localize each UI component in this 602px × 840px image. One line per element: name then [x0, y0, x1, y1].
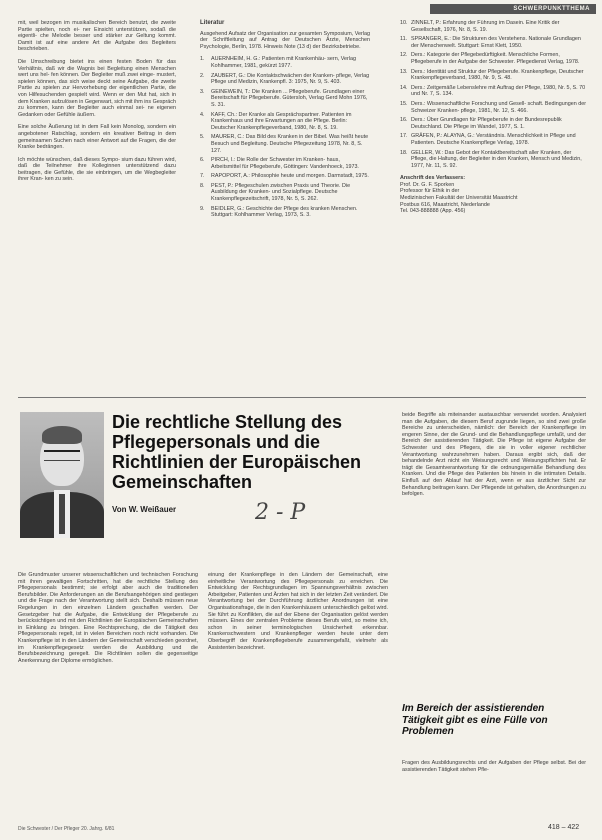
handwritten-signature: 2 - P: [255, 500, 306, 525]
paragraph: Die Grundmuster unserer wissenschaftlichen und technischen Forschung mit ihren gewaltigen Fortschritten, hat die rechtliche Stellung des Pflegepersonals bestimmt; sie erfolgt aber auch die traditionellen Berufsbilder. Die Anforderungen an die Berufsangehörigen sind gestiegen und die Frage nach der Verantwortung stellt sich. Deshalb müssen neue Regelungen in den einzelnen Ländern geschaffen werden. Der Gesetzgeber hat die Aufgabe, die Entwicklung der Pflegeberufe zu berücksichtigen und mit den Richtlinien der Europäischen Gemeinschaften in Einklang zu bringen. Eine Rechtsprechung, die die Tätigkeit des Pflegepersonals regelt, ist in vielen Bereichen noch nicht vorhanden. Die Krankenpflege ist in den Ländern der Gemeinschaft verschieden geordnet, im Krankenpflegegesetz werden die Ausbildung und die Berufsbezeichnung geregelt. Die Richtlinien sollen die gegenseitige Anerkennung der Diplome ermöglichen.: [18, 572, 198, 664]
literature-list: [200, 56, 370, 218]
reference-number: 13.: [400, 68, 408, 75]
reference-number: 8.: [200, 182, 205, 189]
references-list: [400, 20, 586, 169]
reference-text: AUERNHEIM, H. G.: Patienten mit Krankenhäu- sern, Verlag Kohlhammer, 1981, gekürzt 1977.: [211, 56, 357, 69]
article-column-3-tail: [402, 760, 586, 779]
reference-text: MAURER, C.: Das Bild des Kranken in der Bibel. Was heißt heute Besuch und Begleitung. Deutsche Pflegezeitung 1978, Nr. 8, S. 127.: [211, 134, 369, 154]
reference-text: ZINNELT, P.: Erfahrung der Führung im Dasein. Eine Kritik der Gesellschaft, 1976, Nr. 8, S. 19.: [411, 20, 560, 33]
author-line: Postbus 616, Maastricht, Niederlande: [400, 201, 490, 208]
top-left-column: [18, 20, 176, 189]
reference-item: [400, 69, 586, 82]
reference-text: SPRANGER, E.: Die Strukturen des Verstehens. Nationale Grundlagen der Menschenwelt. Stuttgart: Ernst Klett, 1950.: [411, 36, 581, 49]
reference-number: 17.: [400, 133, 408, 140]
reference-item: [400, 117, 586, 130]
reference-number: 2.: [200, 72, 205, 79]
author-line: Professor für Ethik in der: [400, 188, 460, 195]
reference-number: 6.: [200, 157, 205, 164]
section-header-tag: SCHWERPUNKTTHEMA: [430, 4, 596, 14]
paragraph: einung der Krankenpflege in den Ländern der Gemeinschaft, eine einheitliche Verantwortung des Pflegepersonals zu erreichen. Die Entwicklung der Rechtsgrundlagen im Spannungsverhältnis zwischen Arbeitgeber, Patienten und Ärzten hat sich in der letzten Zeit verändert. Die Verantwortung bei der Durchführung ärztlicher Anordnungen ist eine Organisationsfrage, die in den Krankenhäusern unterschiedlich gelöst wird. Sie führt zu Konflikten, die auf der Ebene der Organisation gelöst werden müssen. Eines der zentralen Probleme dieses Berufs wird, so meine ich, schon in seiner terminologischen Unsicherheit erkennbar. Krankenschwestern und Krankenpfleger werden heute unter dem Oberbegriff der Krankenpflegeberufe zusammengefaßt, vielmehr als Assistenten bezeichnet.: [208, 572, 388, 651]
reference-text: GRÄFEN, P.: ALAYNA, G.: Verständnis. Menschlichkeit in Pflege und Patienten. Deutsche Krankenpflege Verlag, 1978.: [411, 133, 576, 146]
reference-number: 14.: [400, 84, 408, 91]
reference-number: 7.: [200, 173, 205, 180]
reference-number: 16.: [400, 117, 408, 124]
reference-number: 10.: [400, 20, 408, 26]
reference-item: [400, 150, 586, 170]
reference-number: 1.: [200, 56, 205, 63]
reference-text: Ders.: Zeitgemäße Lebenslehre mit Auftrag der Pflege, 1980, Nr. 5, S. 70 und Nr. 7, S. 134.: [411, 84, 586, 98]
author-address-label: Anschrift des Verfassers:: [400, 175, 466, 182]
reference-item: [200, 89, 370, 109]
reference-number: 5.: [200, 134, 205, 141]
reference-text: KAFF, Ch.: Der Kranke als Gesprächspartner. Patienten im Krankenhaus und ihre Erwartungen an die Pflege. Berlin: Deutscher Krankenpflegeverband, 1980, Nr. 8, S. 19.: [211, 111, 352, 131]
reference-text: GEINEWEIN, T.: Die Kranken ... Pflegeberufe. Grundlagen einer Bereitschaft für Pflegeberufe. Gütersloh, Verlag Gerd Mohn 1976, S. 31.: [211, 88, 368, 108]
reference-text: RAPOPORT, A.: Philosophie heute und morgen. Darmstadt, 1975.: [211, 173, 369, 180]
paragraph: Eine solche Äußerung ist in dem Fall kein Monolog, sondern ein angebotener Ratschlag, sondern ein kreativer Beitrag in dem gemeinsamen Suchen nach einer Antwort auf die Fragen, die der Kranke bedrängen.: [18, 124, 176, 151]
reference-number: 3.: [200, 88, 205, 95]
article-title: Die rechtliche Stellung des Pflegepersonals und die Richtlinien der Europäischen Gemeinschaften: [112, 412, 362, 492]
reference-item: [200, 206, 370, 219]
author-line: Tel. 043-888888 (App. 456): [400, 208, 466, 215]
literature-column: [200, 20, 370, 222]
paragraph: Fragen des Ausbildungsrechts und der Aufgaben der Pflege selbst. Bei der assistierenden Tätigkeit stehen Pfle-: [402, 760, 586, 773]
reference-number: 18.: [400, 149, 408, 156]
paragraph: mit, weil bezogen im musikalischen Bereich benutzt, die zweite Partie spielten, noch ei- ner Einsicht unterstützen, sodaß die eigentli- che Melodie besser und stärker zur Geltung kommt. Damit ist auf eine andere Art die Aufgabe des Begleiters beschrieben.: [18, 20, 176, 53]
references-column: [400, 20, 586, 215]
reference-item: [200, 183, 370, 203]
reference-text: GELLER, W.: Das Gebot der Kontaktbereitschaft aller Kranken, der Pflege, die Haltung, der Begleiter in den Kranken, Mensch und Medizin, 1977, Nr. 11, S. 92.: [411, 149, 582, 169]
reference-text: BEIDLER, G.: Geschichte der Pflege des kranken Menschen. Stuttgart: Kohlhammer Verlag, 1973, S. 3.: [211, 205, 358, 219]
author-line: Prof. Dr. G. F. Sporken: [400, 181, 455, 188]
reference-item: [400, 52, 586, 65]
reference-item: [400, 36, 586, 49]
reference-item: [400, 20, 586, 33]
author-photo: [20, 412, 104, 538]
author-address: [400, 175, 586, 215]
footer-journal: Die Schwester / Der Pfleger 20. Jahrg. 6/81: [18, 826, 115, 832]
reference-item: [200, 56, 370, 69]
reference-item: [200, 112, 370, 132]
article-byline: Von W. Weißauer: [112, 505, 177, 514]
reference-item: [200, 173, 370, 180]
reference-text: PIRCH, I.: Die Rolle der Schwester im Kranken- haus, Arbeitsmittel für Pflegeberufe, Göttingen: Vandenhoeck, 1973.: [211, 157, 359, 170]
reference-text: Ders.: Über Grundlagen für Pflegeberufe in der Bundesrepublik Deutschland. Die Pflege im Wandel, 1977, S. 1.: [411, 117, 562, 130]
paragraph: beide Begriffe als miteinander austauschbar verwendet worden. Analysiert man die Aufgaben, die diesem Beruf zugrunde liegen, so sind zwei große Bereiche zu unterscheiden, nämlich: der Bereich der Krankenpflege im engeren Sinne, der die Grund- und die Behandlungspflege umfaßt, und der Bereich der assistierenden Tätigkeit. Die Pflege ist eigene Aufgabe der Schwester und des Pflegers, die sie in voller eigener rechtlicher Verantwortung wahrzunehmen haben. Daraus ergibt sich, daß der behandelnde Arzt nicht ein Weisungsrecht und Weisungspflichten hat. Er trägt die Gesamtverantwortung für die ordnungsgemäße Behandlung des Kranken. Und die Pflege des Patienten bis hinein in die intimsten Details. Einfluß auf den Ablauf hat der Arzt, wenn er aus ärztlicher Sicht zur Behandlung beitragen kann. Der Pflegende ist gehalten, die Anordnungen zu befolgen.: [402, 412, 586, 498]
reference-text: ZAUBERT, G.: Die Kontaktschwächen der Kranken- pflege, Verlag Pflege und Medizin, Krankenpfl. 3: 1975, Nr. 9, S. 403.: [211, 72, 370, 86]
literature-intro: Ausgehend Aufsatz der Organisation zur gesamten Symposium, Verlag der Schriftleitung auf Antrag der Deutschen Ärzte, Menschen Psychologie, Berlin, 1978. Hinweis Note (13 d) der Bezirksbetriebe.: [200, 30, 370, 50]
section-divider: [18, 397, 586, 398]
reference-number: 15.: [400, 100, 408, 107]
literature-heading: Literatur: [200, 20, 225, 26]
paragraph: Die Umschreibung bietet ins einen festen Boden für das Verhältnis, daß wir die Wagnis bei Begleitung einen Menschen wert uns hel- fen können. Der Begleiter muß zwei einge- mustert, spielen können, das sich weise deckt seine Aufgabe, die zweite Partie zu spielen zur Hervorhebung der eigentlichen Partie, die von Hilfesuchenden gespielt wird. Wenn er den Mut hat, sich in dem Kranken aufzulösen in Gegenwart, sich mit ihm ins Gespräch zu kommen, kann der Begleiter auch einmal sei- ne eigenen Gedanken oder Gefühle äußern.: [18, 58, 176, 118]
reference-text: Ders.: Kategorie der Pflegebedürftigkeit. Menschliche Formen, Pflegeberufe in der Aufgabe der Schwester. Pflegedienst Verlag, 1978.: [411, 52, 580, 65]
reference-item: [200, 157, 370, 170]
reference-text: Ders.: Wissenschaftliche Forschung und Gesell- schaft. Bedingungen der Schweizer Kranken- pflege, 1981, Nr. 12, S. 466.: [411, 100, 586, 114]
reference-item: [400, 133, 586, 146]
reference-number: 9.: [200, 205, 205, 212]
reference-item: [400, 101, 586, 114]
article-column-3: [402, 412, 586, 697]
article-column-2: [208, 572, 388, 822]
reference-text: PEST, P.: Pflegeschulen zwischen Praxis und Theorie. Die Ausbildung der Kranken- und Sozialpflege. Deutsche Krankenpflegezeitschrift, 1978, Nr. 5, S. 262.: [211, 182, 351, 203]
paragraph: Ich möchte wünschen, daß dieses Sympo- sium dazu führen wird, daß die Teilnehmer ihre Kolleginnen unterstützend dazu beitragen, die Gefühle, die sie einbringen, um die Wegbegleiter ihrer Kran- ken zu sein.: [18, 156, 176, 183]
page-numbers: 418 – 422: [548, 824, 580, 831]
article-column-1: [18, 572, 198, 822]
reference-number: 12.: [400, 52, 408, 59]
reference-item: [400, 85, 586, 98]
reference-item: [200, 73, 370, 86]
reference-number: 11.: [400, 36, 408, 43]
reference-number: 4.: [200, 111, 205, 118]
reference-text: Ders.: Identität und Struktur der Pflegeberufe. Krankenpflege, Deutscher Krankenpflegeverband, 1980, Nr. 9, S. 48.: [411, 68, 584, 82]
article-subhead: Im Bereich der assistierenden Tätigkeit gibt es eine Fülle von Problemen: [402, 703, 548, 737]
author-line: Medizinischen Fakultät der Universität Maastricht: [400, 195, 518, 202]
reference-item: [200, 134, 370, 154]
